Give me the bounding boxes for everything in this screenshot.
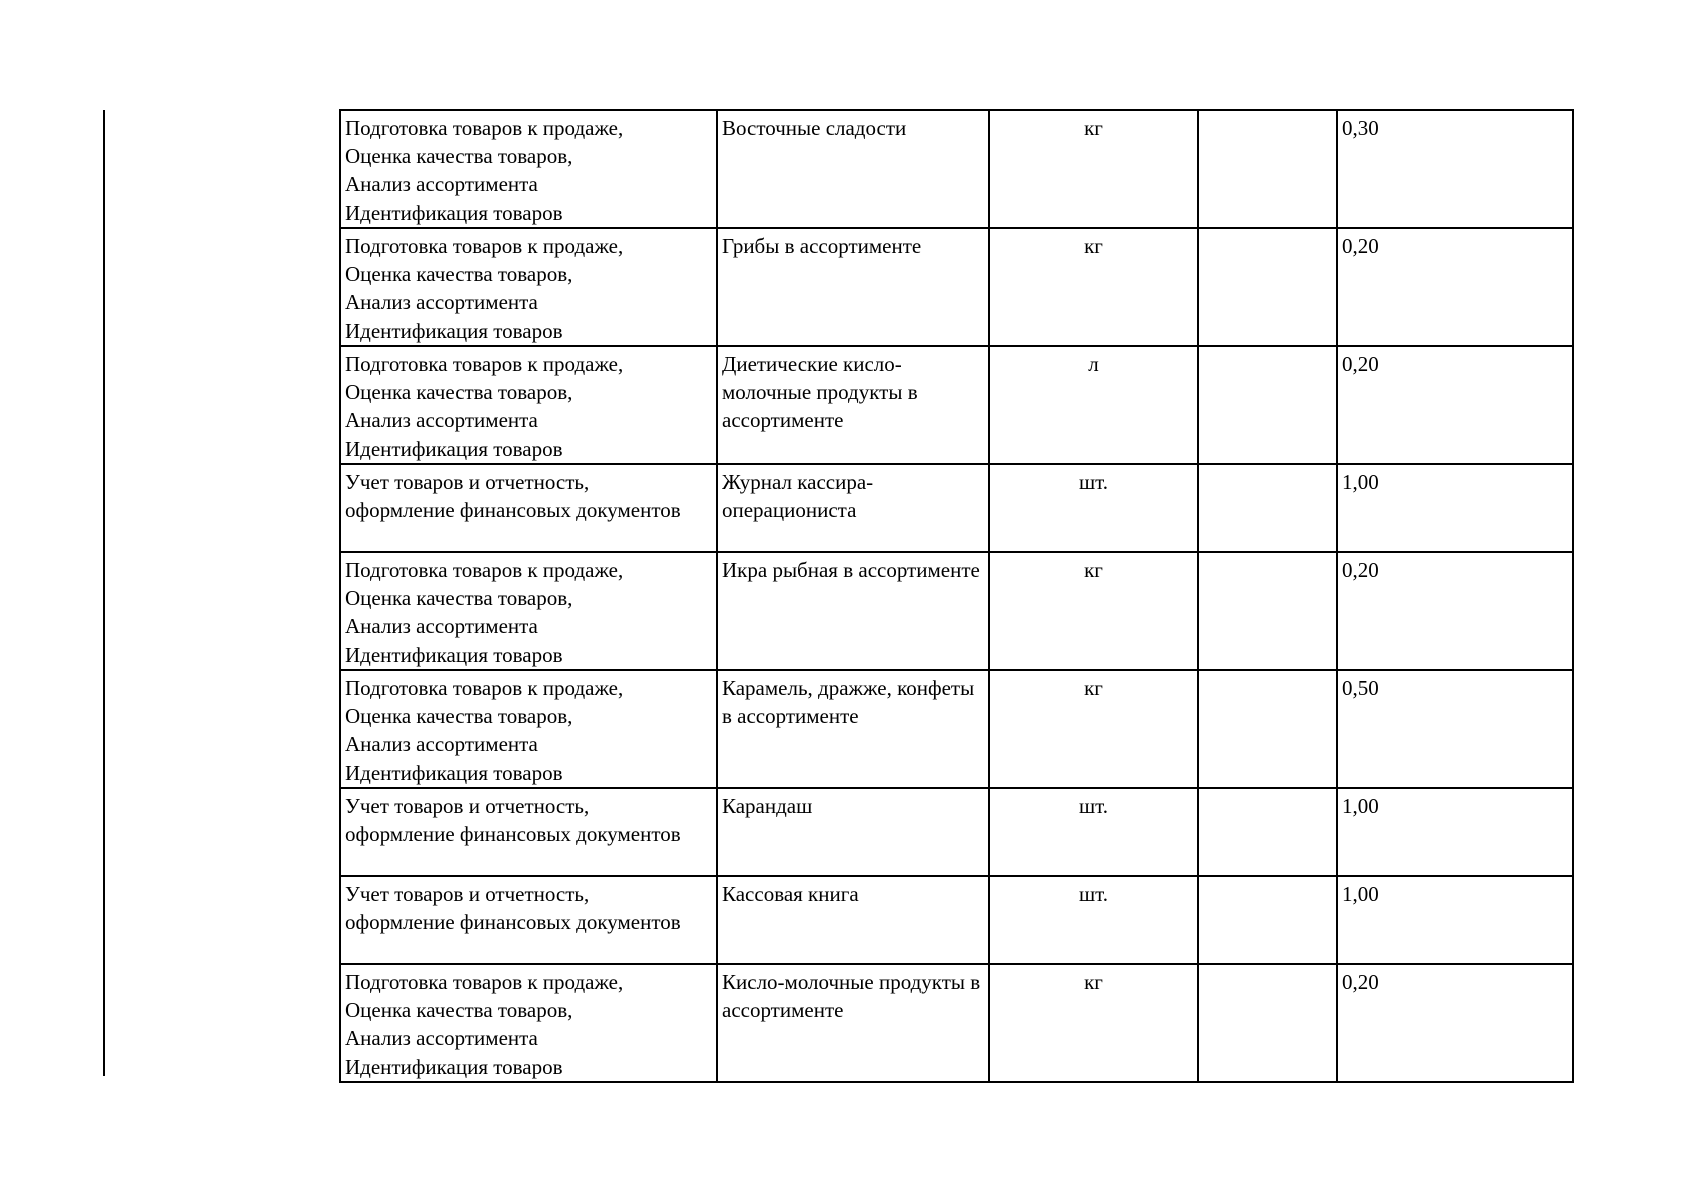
activity-line: Анализ ассортимента [345, 614, 538, 639]
activity-line: Анализ ассортимента [345, 1026, 538, 1051]
quantity-cell: 0,20 [1337, 228, 1573, 346]
activity-line: Подготовка товаров к продаже, [345, 676, 624, 700]
activity-line: Подготовка товаров к продаже, [345, 970, 624, 994]
activity-cell [340, 346, 717, 464]
unit-cell: шт. [989, 876, 1198, 964]
table-row [340, 228, 1573, 346]
item-cell [717, 110, 989, 228]
table-row [340, 110, 1573, 228]
activity-line: оформление финансовых документов [345, 822, 681, 847]
empty-cell [1198, 788, 1337, 876]
activity-cell [340, 110, 717, 228]
activity-line: Подготовка товаров к продаже, [345, 234, 624, 258]
activity-line: Идентификация товаров [345, 436, 563, 461]
item-cell [717, 788, 989, 876]
empty-cell [1198, 464, 1337, 552]
unit-cell: шт. [989, 464, 1198, 552]
item-name: Карамель, дражже, конфеты в ассортименте [722, 676, 975, 729]
item-name: Журнал кассира-операциониста [722, 470, 874, 523]
quantity-cell: 0,20 [1337, 964, 1573, 1082]
item-cell [717, 876, 989, 964]
item-name: Грибы в ассортименте [722, 234, 922, 258]
table-row [340, 464, 1573, 552]
materials-table [339, 109, 1574, 1083]
item-name: Карандаш [722, 794, 813, 818]
table-row [340, 346, 1573, 464]
empty-cell [1198, 964, 1337, 1082]
item-cell [717, 670, 989, 788]
activity-line: Оценка качества товаров, [345, 262, 573, 287]
unit-cell: кг [989, 552, 1198, 670]
activity-cell [340, 876, 717, 964]
unit-cell: кг [989, 964, 1198, 1082]
activity-line: Подготовка товаров к продаже, [345, 558, 624, 582]
activity-cell [340, 552, 717, 670]
quantity-cell: 1,00 [1337, 464, 1573, 552]
activity-line: Идентификация товаров [345, 318, 563, 343]
table-row [340, 670, 1573, 788]
empty-cell [1198, 346, 1337, 464]
empty-cell [1198, 876, 1337, 964]
unit-cell: шт. [989, 788, 1198, 876]
activity-line: Учет товаров и отчетность, [345, 882, 590, 906]
materials-table-body [340, 110, 1573, 1082]
activity-line: Анализ ассортимента [345, 172, 538, 197]
unit-cell: кг [989, 670, 1198, 788]
quantity-cell: 1,00 [1337, 788, 1573, 876]
item-name: Восточные сладости [722, 116, 907, 140]
empty-cell [1198, 110, 1337, 228]
item-cell [717, 228, 989, 346]
quantity-cell: 0,20 [1337, 552, 1573, 670]
activity-line: Анализ ассортимента [345, 408, 538, 433]
activity-line: Анализ ассортимента [345, 290, 538, 315]
activity-cell [340, 964, 717, 1082]
activity-line: Оценка качества товаров, [345, 380, 573, 405]
activity-line: Оценка качества товаров, [345, 144, 573, 169]
activity-line: Идентификация товаров [345, 642, 563, 667]
item-name: Кисло-молочные продукты в ассортименте [722, 970, 981, 1023]
unit-cell: кг [989, 110, 1198, 228]
item-cell [717, 964, 989, 1082]
item-cell [717, 552, 989, 670]
item-name: Кассовая книга [722, 882, 859, 906]
activity-line: Идентификация товаров [345, 760, 563, 785]
quantity-cell: 0,50 [1337, 670, 1573, 788]
activity-cell [340, 464, 717, 552]
table-row [340, 552, 1573, 670]
activity-line: оформление финансовых документов [345, 910, 681, 935]
left-margin-rule [103, 110, 105, 1076]
activity-line: Учет товаров и отчетность, [345, 794, 590, 818]
quantity-cell: 0,20 [1337, 346, 1573, 464]
item-cell [717, 464, 989, 552]
activity-line: Анализ ассортимента [345, 732, 538, 757]
empty-cell [1198, 670, 1337, 788]
activity-cell [340, 670, 717, 788]
activity-cell [340, 788, 717, 876]
table-row [340, 788, 1573, 876]
activity-line: Подготовка товаров к продаже, [345, 116, 624, 140]
item-name: Диетические кисло-молочные продукты в ассортименте [722, 352, 918, 433]
empty-cell [1198, 552, 1337, 670]
item-cell [717, 346, 989, 464]
activity-line: Оценка качества товаров, [345, 586, 573, 611]
unit-cell: кг [989, 228, 1198, 346]
activity-line: Подготовка товаров к продаже, [345, 352, 624, 376]
activity-cell [340, 228, 717, 346]
table-row [340, 876, 1573, 964]
table-row [340, 964, 1573, 1082]
quantity-cell: 1,00 [1337, 876, 1573, 964]
activity-line: Идентификация товаров [345, 200, 563, 225]
unit-cell: л [989, 346, 1198, 464]
empty-cell [1198, 228, 1337, 346]
activity-line: Идентификация товаров [345, 1054, 563, 1079]
item-name: Икра рыбная в ассортименте [722, 558, 980, 582]
activity-line: Оценка качества товаров, [345, 998, 573, 1023]
activity-line: Учет товаров и отчетность, [345, 470, 590, 494]
quantity-cell: 0,30 [1337, 110, 1573, 228]
activity-line: оформление финансовых документов [345, 498, 681, 523]
activity-line: Оценка качества товаров, [345, 704, 573, 729]
